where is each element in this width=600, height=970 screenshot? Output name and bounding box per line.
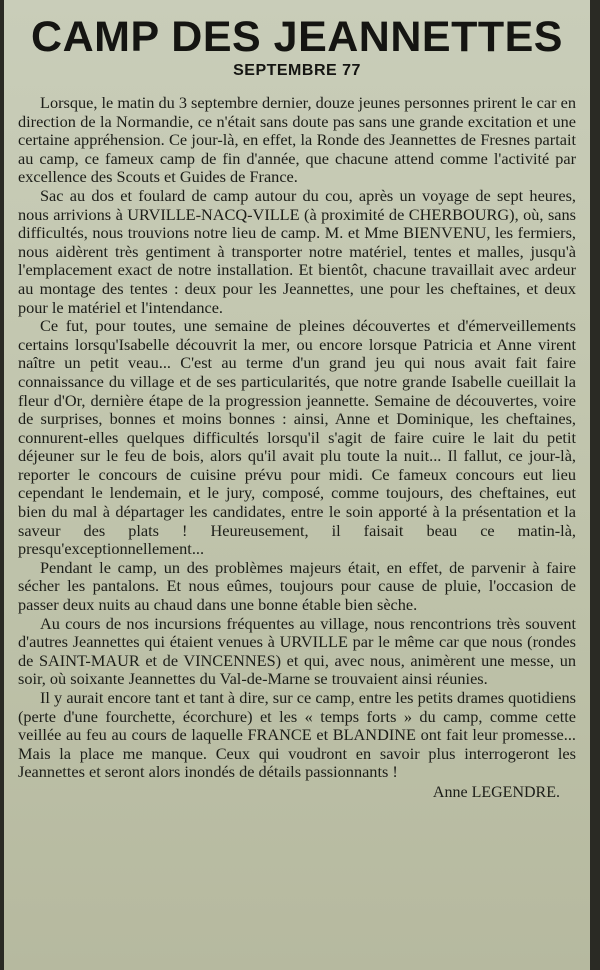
paragraph-3: Ce fut, pour toutes, une semaine de pleines découvertes et d'émerveillements certains lorsqu'Isabelle découvrit la mer, ou encore lorsque Patricia et Anne virent naître un petit veau... C'est au terme d'un grand jeu qui nous avait fait faire connaissance du village et de ses particularités, que notre grande Isabelle cueillait la fleur d'Or, dernière étape de la progression jeannette. Semaine de découvertes, voire de surprises, bonnes et moins bonnes : ainsi, Anne et Dominique, les cheftaines, connurent-elles quelques difficultés lorsqu'il s'agit de faire cuire le lait du petit déjeuner sur le feu de bois, alors qu'il avait plu toute la nuit... Il fallut, ce jour-là, reporter le concours de cuisine prévu pour midi. Ce fameux concours eut lieu cependant le lendemain, et le jury, composé, comme toujours, des cheftaines, eut bien du mal à départager les candidates, entre le soin apporté à la présentation et la saveur des plats ! Heureusement, il faisait beau ce matin-là, presqu'exceptionnellement... bbox=[18, 316, 576, 559]
paragraph-5: Au cours de nos incursions fréquentes au village, nous rencontrions très souvent d'autres Jeannettes qui étaient venues à URVILLE par le même car que nous (rondes de SAINT-MAUR et de VINCENNES) et qui, avec nous, animèrent une messe, un soir, où soixante Jeannettes du Val-de-Marne se trouvaient ainsi réunies. bbox=[18, 613, 576, 689]
paragraph-2: Sac au dos et foulard de camp autour du cou, après un voyage de sept heures, nous arrivions à URVILLE-NACQ-VILLE (à proximité de CHERBOURG), où, sans difficultés, nous trouvions notre lieu de camp. M. et Mme BIENVENU, les fermiers, nous aidèrent très gentiment à transporter notre matériel, tentes et malles, jusqu'à l'emplacement exact de notre installation. Et bientôt, chacune travaillait avec ardeur au montage des tentes : deux pour les Jeannettes, une pour les cheftaines, et deux pour le matériel et l'intendance. bbox=[18, 185, 576, 317]
paragraph-6: Il y aurait encore tant et tant à dire, sur ce camp, entre les petits drames quotidiens (perte d'une fourchette, écorchure) et les « temps forts » du camp, comme cette veillée au feu au cours de laquelle FRANCE et BLANDINE ont fait leur promesse... Mais la place me manque. Ceux qui voudront en savoir plus interrogeront les Jeannettes et seront alors inondés de détails passionnants ! bbox=[18, 688, 576, 782]
newspaper-page bbox=[4, 0, 590, 970]
article-title: CAMP DES JEANNETTES bbox=[31, 13, 563, 61]
author-signature: Anne LEGENDRE. bbox=[432, 783, 560, 801]
paragraph-4: Pendant le camp, un des problèmes majeurs était, en effet, de parvenir à faire sécher les pantalons. Et nous eûmes, toujours pour cause de pluie, l'occasion de passer deux nuits au chaud dans une bonne étable bien sèche. bbox=[18, 557, 576, 615]
paragraph-1: Lorsque, le matin du 3 septembre dernier, douze jeunes personnes prirent le car en direction de la Normandie, ce n'était sans doute pas sans une grande excitation et une certaine appréhension. Ce jour-là, en effet, la Ronde des Jeannettes de Fresnes partait au camp, ce fameux camp de fin d'année, que chacune attend comme l'activité par excellence des Scouts et Guides de France. bbox=[18, 93, 576, 187]
article-body bbox=[18, 94, 576, 782]
article-subtitle: SEPTEMBRE 77 bbox=[233, 62, 361, 79]
